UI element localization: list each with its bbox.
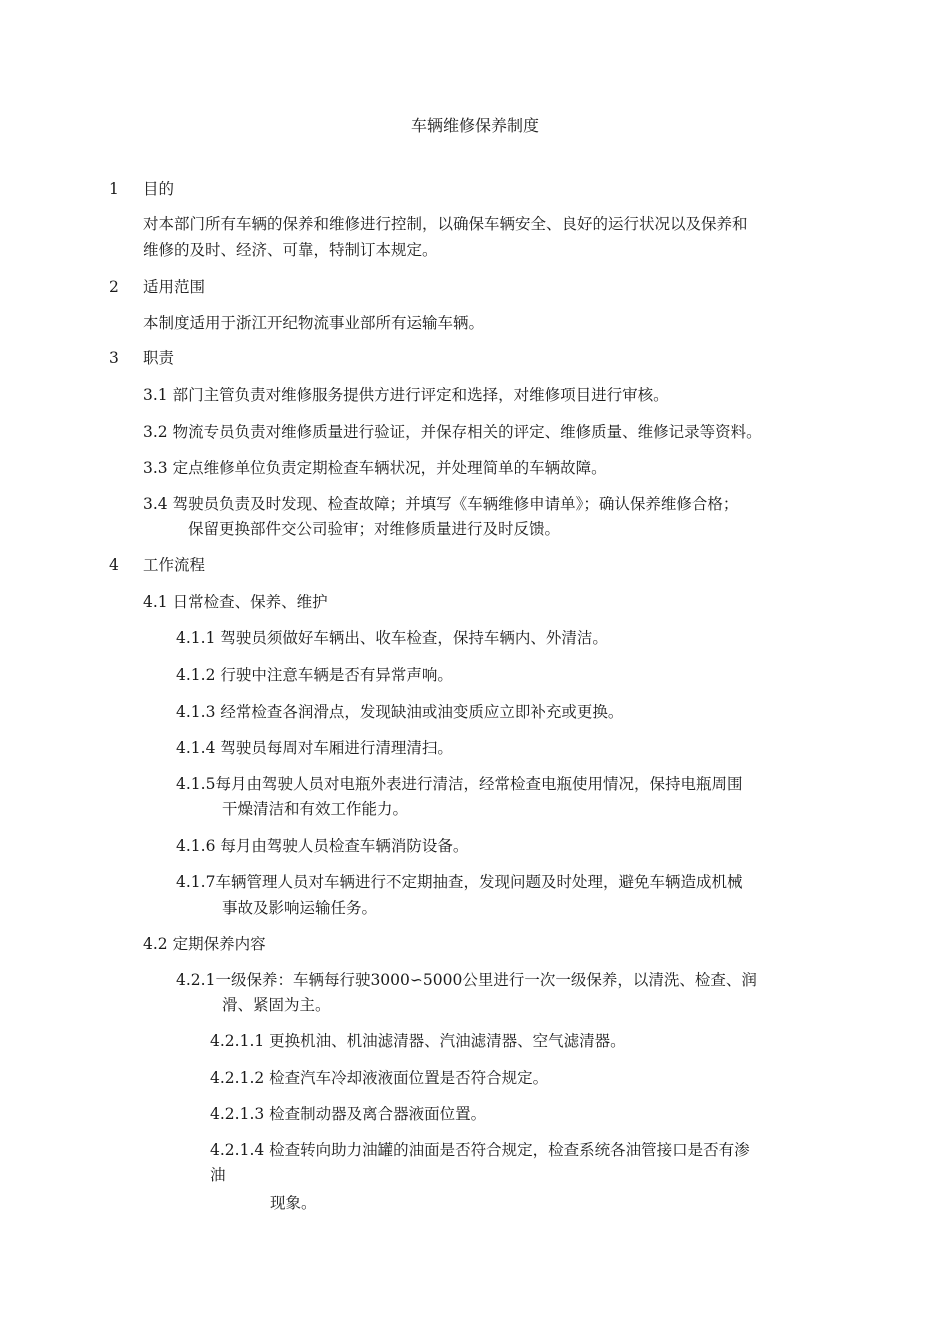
section-3-heading: 职责 [143, 349, 175, 367]
section-4-heading: 工作流程 [143, 556, 206, 574]
item-4-1-7-line-1: 4.1.7车辆管理人员对车辆进行不定期抽查，发现问题及时处理，避免车辆造成机械 [176, 873, 743, 891]
item-3-3: 3.3 定点维修单位负责定期检查车辆状况，并处理简单的车辆故障。 [143, 459, 607, 477]
item-3-1: 3.1 部门主管负责对维修服务提供方进行评定和选择，对维修项目进行审核。 [143, 386, 669, 404]
section-2-number: 2 [109, 278, 119, 296]
item-3-4-line-1: 3.4 驾驶员负责及时发现、检查故障；并填写《车辆维修申请单》；确认保养维修合格； [143, 495, 739, 513]
section-2-heading: 适用范围 [143, 278, 206, 296]
item-4-2-1-1: 4.2.1.1 更换机油、机油滤清器、汽油滤清器、空气滤清器。 [210, 1032, 626, 1050]
subsection-4-1-heading: 4.1 日常检查、保养、维护 [143, 593, 328, 611]
item-4-2-1-2: 4.2.1.2 检查汽车冷却液液面位置是否符合规定。 [210, 1069, 549, 1087]
item-4-1-5-line-2: 干燥清洁和有效工作能力。 [222, 800, 409, 818]
subsection-4-2-heading: 4.2 定期保养内容 [143, 935, 266, 953]
item-4-1-2: 4.1.2 行驶中注意车辆是否有异常声响。 [176, 666, 453, 684]
section-1-paragraph-line-1: 对本部门所有车辆的保养和维修进行控制，以确保车辆安全、良好的运行状况以及保养和 [143, 215, 748, 233]
section-4-number: 4 [109, 556, 119, 574]
section-1-paragraph-line-2: 维修的及时、经济、可靠，特制订本规定。 [143, 241, 438, 259]
item-4-1-1: 4.1.1 驾驶员须做好车辆出、收车检查，保持车辆内、外清洁。 [176, 629, 608, 647]
item-4-1-4: 4.1.4 驾驶员每周对车厢进行清理清扫。 [176, 739, 453, 757]
item-4-2-1-4-line-1: 4.2.1.4 检查转向助力油罐的油面是否符合规定，检查系统各油管接口是否有渗 [210, 1141, 750, 1159]
section-3-number: 3 [109, 349, 119, 367]
item-4-2-1-4-line-3: 现象。 [270, 1194, 317, 1212]
item-4-1-6: 4.1.6 每月由驾驶人员检查车辆消防设备。 [176, 837, 469, 855]
section-2-paragraph: 本制度适用于浙江开纪物流事业部所有运输车辆。 [143, 314, 485, 332]
section-1-number: 1 [109, 180, 119, 198]
item-3-2: 3.2 物流专员负责对维修质量进行验证，并保存相关的评定、维修质量、维修记录等资料。 [143, 423, 762, 441]
item-4-2-1-line-2: 滑、紧固为主。 [222, 996, 331, 1014]
section-1-heading: 目的 [143, 180, 175, 198]
page-title: 车辆维修保养制度 [410, 116, 539, 135]
item-4-2-1-line-1: 4.2.1一级保养：车辆每行驶3000∽5000公里进行一次一级保养，以清洗、检查、润 [176, 971, 757, 989]
item-4-1-5-line-1: 4.1.5每月由驾驶人员对电瓶外表进行清洁，经常检查电瓶使用情况，保持电瓶周围 [176, 775, 743, 793]
item-4-1-3: 4.1.3 经常检查各润滑点，发现缺油或油变质应立即补充或更换。 [176, 703, 624, 721]
item-4-1-7-line-2: 事故及影响运输任务。 [222, 899, 378, 917]
item-4-2-1-4-line-2: 油 [210, 1166, 226, 1184]
item-3-4-line-2: 保留更换部件交公司验审；对维修质量进行及时反馈。 [188, 520, 561, 538]
item-4-2-1-3: 4.2.1.3 检查制动器及离合器液面位置。 [210, 1105, 487, 1123]
